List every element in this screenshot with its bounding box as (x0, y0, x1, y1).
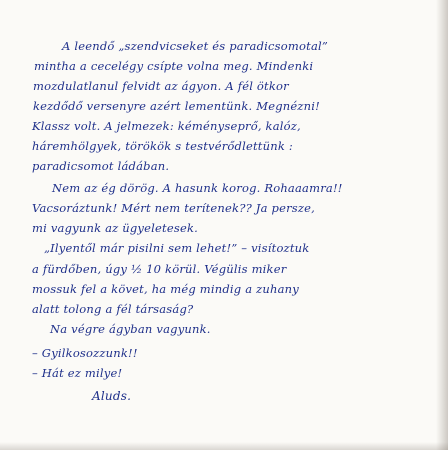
text-line: háremhölgyek, törökök s testvérődlettünk : (32, 139, 293, 153)
text-line: Klassz volt. A jelmezek: kéményseprő, kalóz, (32, 119, 301, 133)
text-line: mozdulatlanul felvidt az ágyon. A fél ötkor (33, 79, 289, 93)
text-line: mossuk fel a követ, ha még mindig a zuhany (32, 282, 299, 296)
text-line: Vacsoráztunk! Mért nem terítenek?? Ja persze, (32, 201, 315, 215)
text-line: – Gyilkosozzunk!! (32, 346, 138, 360)
text-line: paradicsomot ládában. (32, 159, 170, 173)
text-line: a fürdőben, úgy ½ 10 körül. Végülis miker (32, 262, 287, 276)
text-line: A leendő „szendvicseket és paradicsomotal” (62, 39, 328, 53)
text-line: kezdődő versenyre azért lementünk. Megnézni! (33, 99, 320, 113)
page-edge-shadow (436, 0, 448, 450)
page-bottom-shadow (0, 442, 448, 450)
text-line: mintha a cecelégy csípte volna meg. Mindenki (34, 59, 314, 73)
text-line: alatt tolong a fél társaság? (32, 302, 194, 316)
text-line: „Ilyentől már pisilni sem lehet!” – visítoztuk (44, 241, 310, 255)
signature-text: Aluds. (92, 389, 132, 403)
text-line: Nem az ég dörög. A hasunk korog. Rohaaamra!! (52, 181, 343, 195)
text-line: – Hát ez milye! (32, 366, 123, 380)
text-line: mi vagyunk az ügyeletesek. (32, 221, 198, 235)
text-line: Na végre ágyban vagyunk. (50, 322, 211, 336)
